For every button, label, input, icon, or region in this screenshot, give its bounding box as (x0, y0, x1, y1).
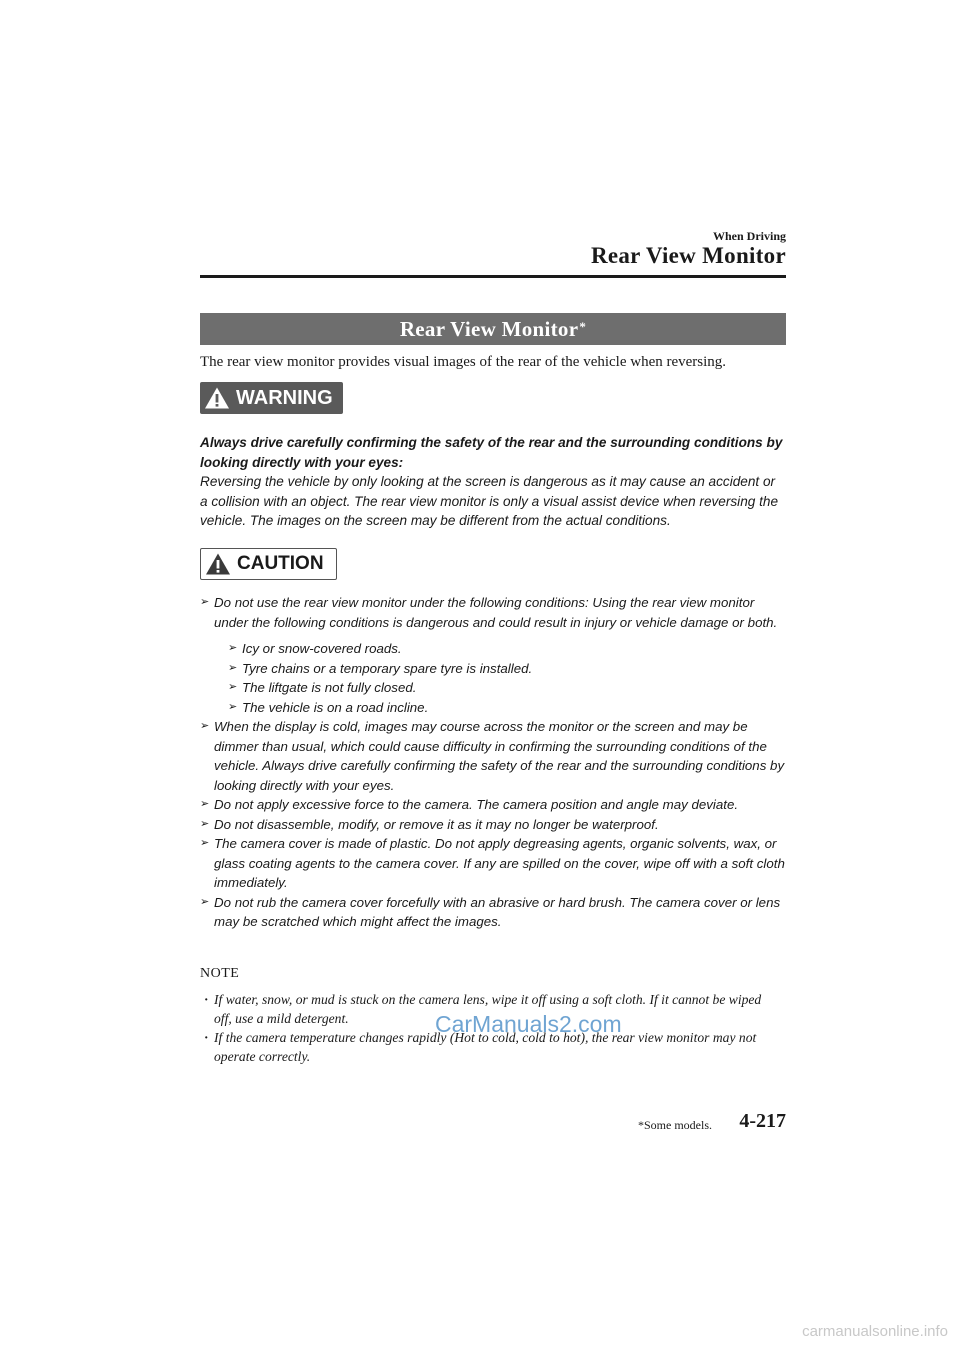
carmanuals-watermark: CarManuals2.com (435, 1011, 622, 1037)
condition-item: ➢ Tyre chains or a temporary spare tyre is installed. (228, 659, 790, 679)
warning-body: Reversing the vehicle by only looking at the screen is dangerous as it may cause an accident or a collision with an object. The rear view monitor is only a visual assist device when reversing the vehicle. The images on the screen may be different from the actual conditions. (200, 474, 778, 528)
page-heading: Rear View Monitor (590, 243, 786, 268)
banner-title: Rear View Monitor (399, 316, 579, 341)
caution-item: ➢ Do not use the rear view monitor under the following conditions: Using the rear view monitor under the following conditions is dangerous and could result in injury or vehicle damage or both. ➢ Icy or snow-covered roads. ➢ Tyre chains or a temporary spare tyre is installed. ➢ The liftgate is not fully closed. ➢ The vehicle is on a road incline. (200, 593, 790, 717)
site-watermark: carmanualsonline.info (802, 1323, 948, 1340)
warning-text (200, 433, 785, 531)
some-models-marker: * (579, 319, 587, 334)
note-item: · If water, snow, or mud is stuck on the camera lens, wipe it off using a soft cloth. If it cannot be wiped off, use a mild detergent. (200, 990, 780, 1028)
caution-badge (200, 548, 337, 580)
footnote: *Some models. (638, 1118, 712, 1132)
note-item: · If the camera temperature changes rapidly (Hot to cold, cold to hot), the rear view monitor may not operate correctly. (200, 1028, 780, 1066)
warning-triangle-icon (204, 386, 230, 410)
section-label: When Driving (712, 229, 786, 243)
warning-badge (200, 382, 343, 414)
caution-label: CAUTION (237, 553, 324, 574)
caution-item: ➢ The camera cover is made of plastic. Do not apply degreasing agents, organic solvents, wax, or glass coating agents to the camera cover. If any are spilled on the cover, wipe off with a soft cloth immediately. (200, 834, 790, 893)
note-title: NOTE (200, 966, 240, 981)
caution-item: ➢ Do not disassemble, modify, or remove it as it may no longer be waterproof. (200, 815, 790, 835)
warning-bold-line: Always drive carefully confirming the safety of the rear and the surrounding conditions by looking directly with your eyes: (200, 435, 783, 470)
caution-list (200, 593, 790, 932)
section-banner (200, 313, 786, 345)
warning-label: WARNING (236, 386, 333, 409)
condition-list (214, 639, 790, 717)
intro-paragraph: The rear view monitor provides visual images of the rear of the vehicle when reversing. (200, 354, 727, 370)
caution-item: ➢ Do not apply excessive force to the camera. The camera position and angle may deviate. (200, 795, 790, 815)
warning-triangle-icon (205, 552, 231, 576)
condition-item: ➢ The liftgate is not fully closed. (228, 678, 790, 698)
condition-item: ➢ Icy or snow-covered roads. (228, 639, 790, 659)
condition-item: ➢ The vehicle is on a road incline. (228, 698, 790, 718)
caution-item: ➢ Do not rub the camera cover forcefully with an abrasive or hard brush. The camera cover or lens may be scratched which might affect the images. (200, 893, 790, 932)
page-number: 4-217 (739, 1110, 786, 1132)
header-rule (200, 275, 786, 278)
caution-item: ➢ When the display is cold, images may course across the monitor or the screen and may be dimmer than usual, which could cause difficulty in confirming the surrounding conditions of the vehicle. Always drive carefully confirming the safety of the rear and the surrounding conditions by looking directly with your eyes. (200, 717, 790, 795)
